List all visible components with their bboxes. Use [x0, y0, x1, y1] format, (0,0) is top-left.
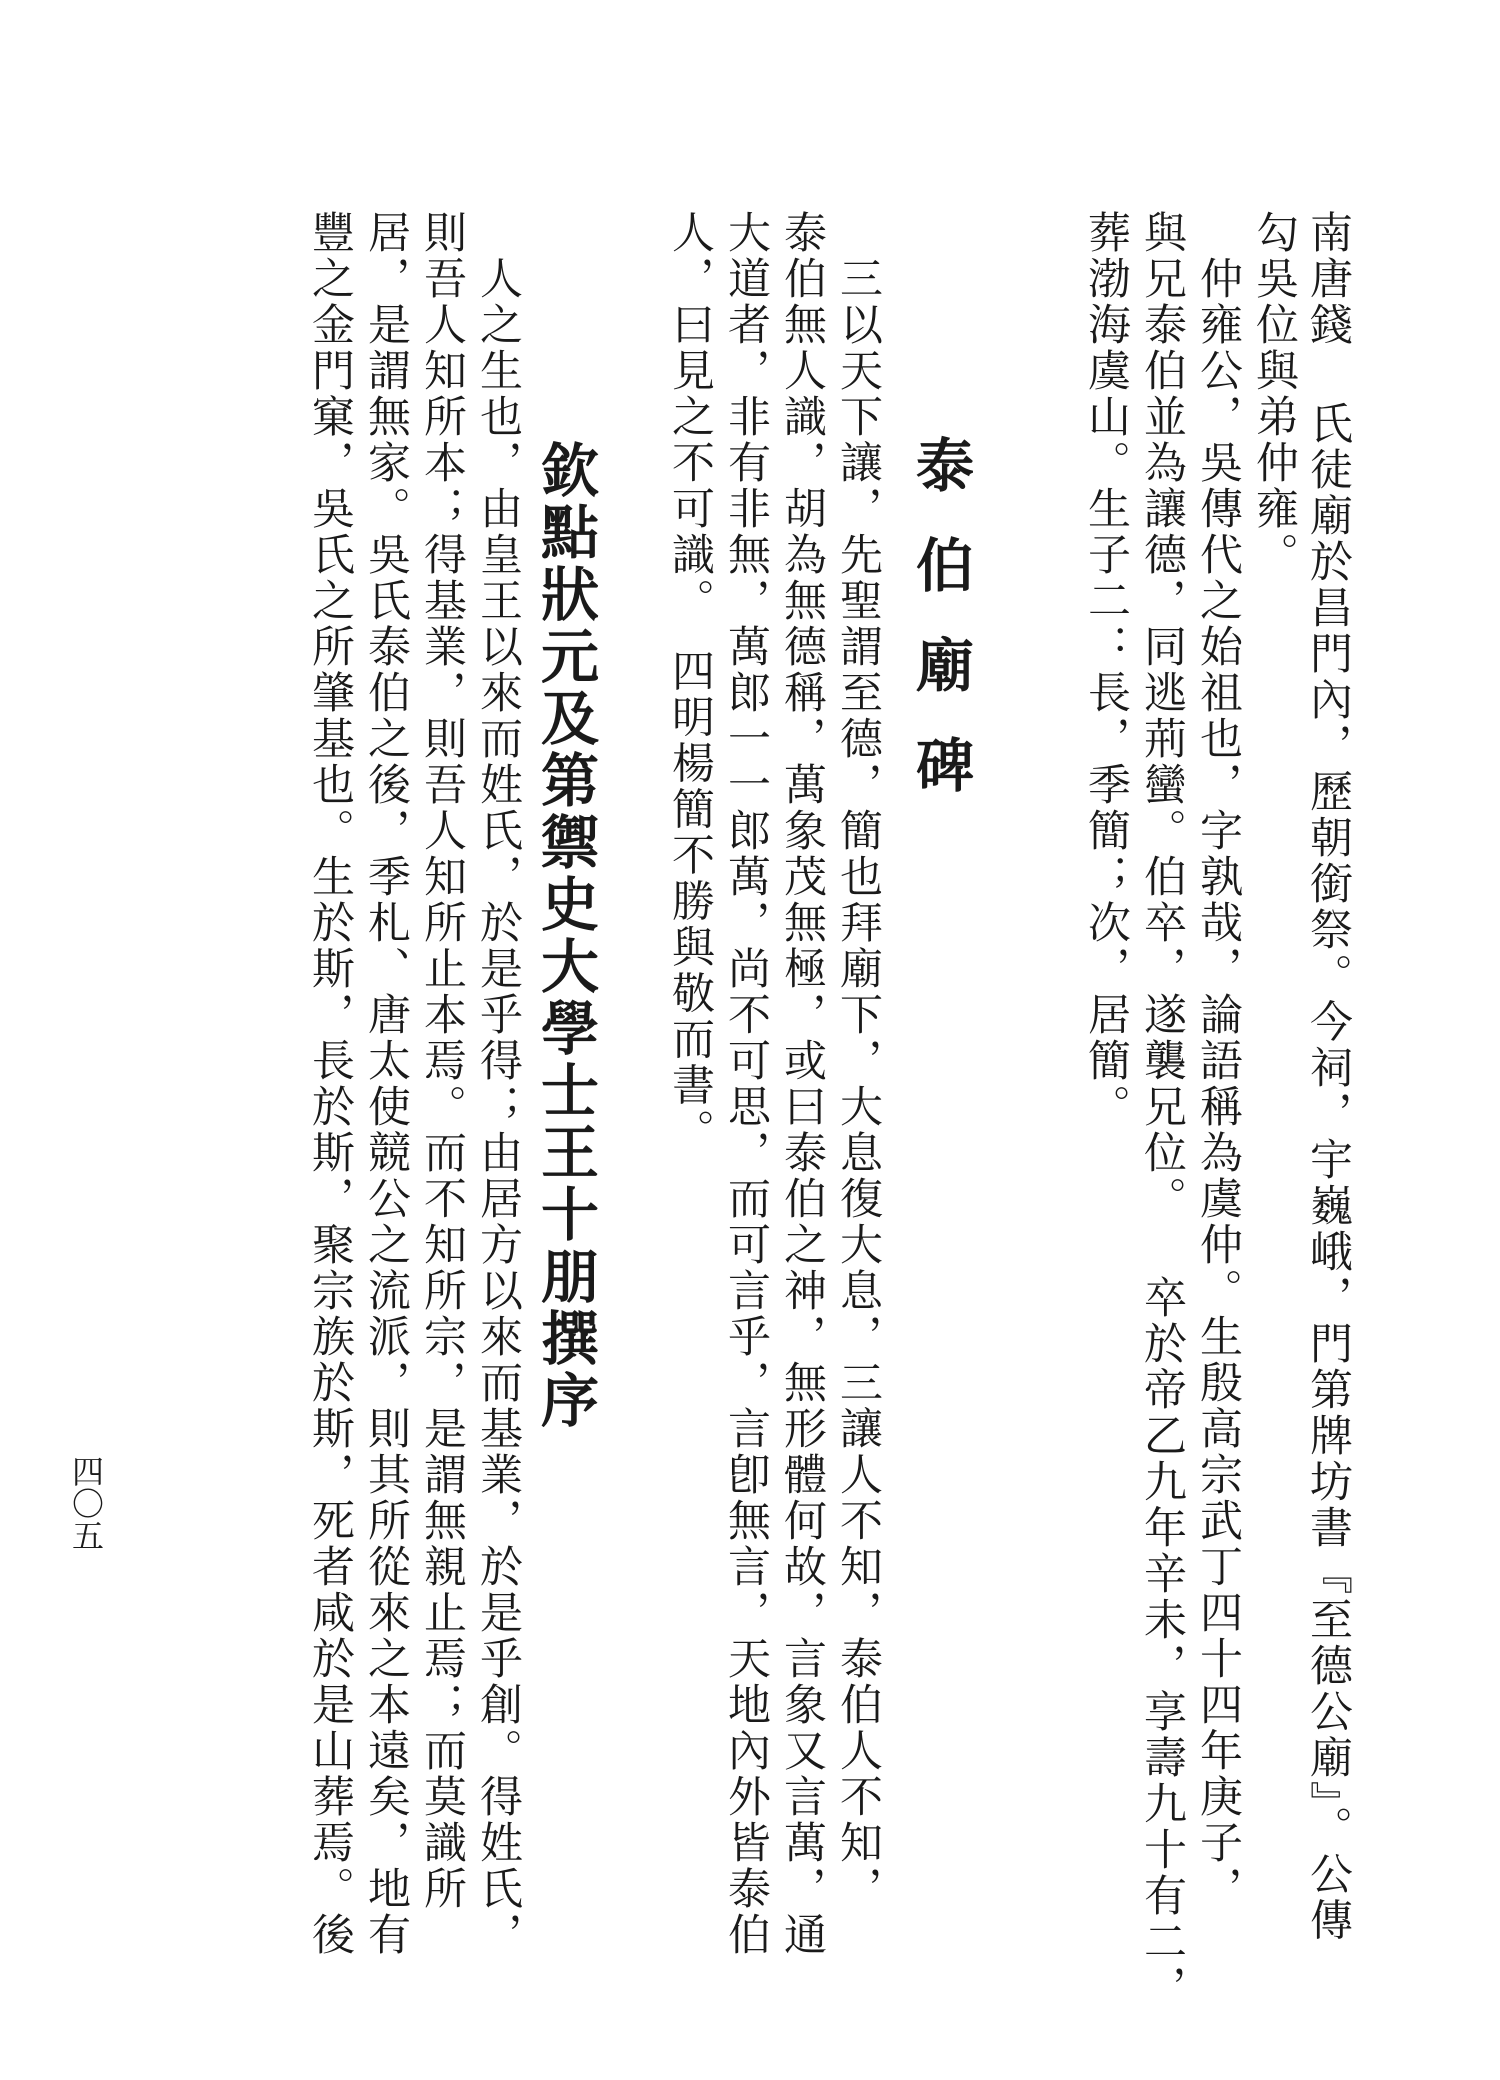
text-column-6: 三以天下讓，先聖謂至德，簡也拜廟下，大息復大息，三讓人不知，泰伯人不知，: [833, 210, 883, 1912]
text-column-3: 仲雍公，吳傳代之始祖也，字孰哉，論語稱為虞仲。生殷高宗武丁四十四年庚子，: [1193, 210, 1243, 1912]
text-column-13: 豐之金門窠，吳氏之所肇基也。生於斯，長於斯，聚宗族於斯，死者咸於是山葬焉。後: [305, 210, 355, 1958]
stele-title: 泰伯廟碑: [906, 435, 974, 835]
text-column-10: 人之生也，由皇王以來而姓氏，於是乎得；由居方以來而基業，於是乎創。得姓氏，: [473, 210, 523, 1958]
text-column-7: 泰伯無人識，胡為無德稱，萬象茂無極，或曰泰伯之神，無形體何故，言象又言萬，通: [777, 210, 827, 1958]
text-column-4: 與兄泰伯並為讓德，同逃荊蠻。伯卒，遂襲兄位。 卒於帝乙九年辛未，享壽九十有二，: [1137, 210, 1187, 2011]
text-column-1: 南唐錢 氏徒廟於昌門內，歷朝銜祭。今祠，宇巍峨，門第牌坊書『至德公廟』。公傳: [1303, 210, 1353, 1944]
text-column-8: 大道者，非有非無，萬郎一一郎萬，尚不可思，而可言乎，言卽無言，天地內外皆泰伯: [721, 210, 771, 1958]
page-number: 四〇五: [67, 1455, 105, 1551]
text-column-11: 則吾人知所本；得基業，則吾人知所止本焉。而不知所宗，是謂無親止焉；而莫識所: [417, 210, 467, 1912]
preface-title: 欽點狀元及第禦史大學士王十朋撰序: [531, 440, 599, 1432]
text-column-2: 勾吳位與弟仲雍。: [1249, 210, 1299, 578]
text-column-9: 人，曰見之不可識。 四明楊簡不勝與敬而書。: [665, 210, 715, 1155]
text-column-5: 葬渤海虞山。生子二：長，季簡；次，居簡。: [1081, 210, 1131, 1130]
text-column-12: 居，是謂無家。吳氏泰伯之後，季札、唐太使競公之流派，則其所從來之本遠矣，地有: [361, 210, 411, 1958]
